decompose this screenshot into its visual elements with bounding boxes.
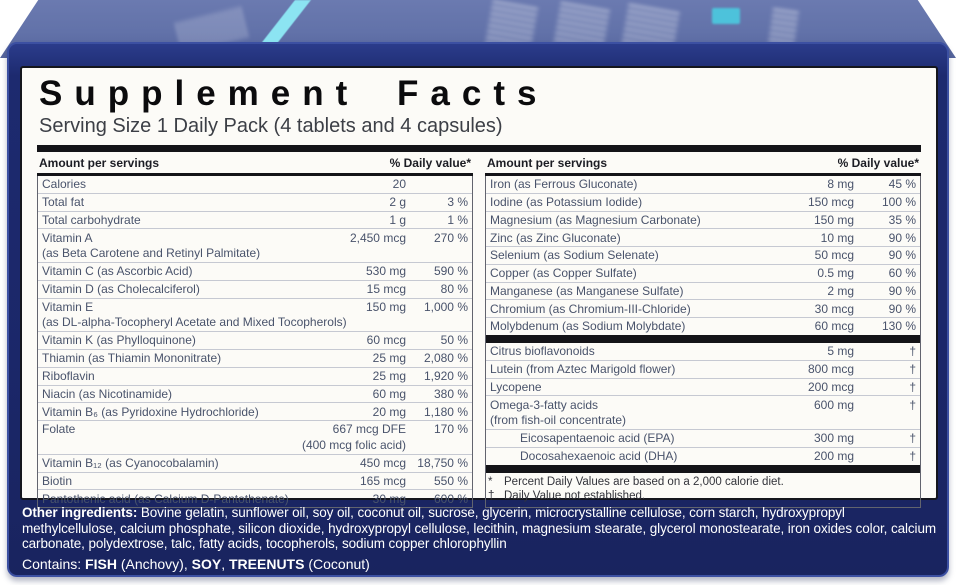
nutrient-amount: 8 mg <box>827 177 854 192</box>
nutrient-amount: 300 mg <box>813 431 854 446</box>
nutrient-name: Riboflavin <box>42 369 95 384</box>
nutrient-name: Total fat <box>42 194 85 209</box>
nutrient-line <box>38 455 472 472</box>
nutrient-row <box>486 211 920 229</box>
nutrient-daily-value: 60 % <box>888 266 916 281</box>
nutrient-line <box>486 430 920 447</box>
vitamin-rows <box>38 176 472 507</box>
nutrient-amount: 800 mcg <box>807 362 854 376</box>
column-header <box>37 152 473 176</box>
contains-text: Contains: <box>22 555 86 572</box>
nutrient-amount: 150 mg <box>365 299 406 314</box>
other-nutrient-rows <box>486 343 920 465</box>
other-ingredients-text <box>22 505 938 552</box>
nutrient-amount: 20 mg <box>372 404 406 419</box>
footnotes <box>486 473 920 507</box>
nutrient-row <box>486 193 920 211</box>
nutrient-row <box>38 262 472 280</box>
nutrient-table-right <box>485 176 921 508</box>
nutrient-amount: 150 mcg <box>807 194 854 209</box>
nutrient-daily-value: 18,750 % <box>417 456 468 471</box>
nutrient-name: Vitamin D (as Cholecalciferol) <box>42 282 200 296</box>
nutrient-subtext: (as Beta Carotene and Retinyl Palmitate) <box>42 246 261 261</box>
nutrient-daily-value: 2,080 % <box>423 351 468 366</box>
nutrient-daily-value: † <box>909 449 916 464</box>
nutrient-daily-value: † <box>909 362 916 376</box>
nutrient-daily-value: 90 % <box>888 283 916 298</box>
nutrient-row <box>486 395 920 429</box>
nutrient-row <box>486 246 920 264</box>
nutrient-line <box>38 263 472 280</box>
nutrient-name: Lutein (from Aztec Marigold flower) <box>490 362 676 376</box>
nutrient-name: Molybdenum (as Sodium Molybdate) <box>490 319 686 334</box>
nutrient-daily-value: 130 % <box>881 319 916 334</box>
nutrient-amount: 60 mg <box>372 386 406 401</box>
facts-columns <box>37 152 921 508</box>
nutrient-amount: 165 mcg <box>359 473 406 488</box>
nutrient-line <box>486 448 920 465</box>
nutrient-row <box>486 343 920 360</box>
nutrient-row <box>486 317 920 335</box>
nutrient-line <box>38 473 472 490</box>
nutrient-name: Manganese (as Manganese Sulfate) <box>490 283 684 298</box>
contains-text: , <box>221 555 229 572</box>
nutrient-name: Omega-3-fatty acids <box>490 397 599 412</box>
nutrient-name: Vitamin B₁₂ (as Cyanocobalamin) <box>42 456 219 471</box>
serving-size-line: Serving Size 1 Daily Pack (4 tablets and 4 capsules) <box>39 115 503 137</box>
nutrient-line <box>486 318 920 335</box>
nutrient-amount: 60 mcg <box>366 333 406 348</box>
nutrient-daily-value: 590 % <box>433 264 468 279</box>
nutrient-name: Magnesium (as Magnesium Carbonate) <box>490 212 701 227</box>
nutrient-amount: 30 mg <box>372 491 406 506</box>
nutrient-daily-value: 90 % <box>888 248 916 263</box>
nutrient-daily-value: † <box>909 379 916 394</box>
footnote-symbol: † <box>488 490 495 503</box>
nutrient-subtext: (400 mcg folic acid) <box>301 437 406 452</box>
nutrient-line <box>38 350 472 367</box>
nutrient-subtext: (as DL-alpha-Tocopheryl Acetate and Mixed Tocopherols) <box>42 315 347 330</box>
facts-column-left <box>37 152 473 508</box>
nutrient-table-left <box>37 176 473 508</box>
nutrient-amount: 1 g <box>389 212 406 227</box>
mineral-rows <box>486 176 920 335</box>
section-divider-bar <box>486 335 920 343</box>
other-ingredients-list: Bovine gelatin, sunflower oil, soy oil, coconut oil, sucrose, glycerin, microcrystalline cellulose, corn starch, hydroxypropyl methylcellulose, calcium phosphate, silicon dioxide, hydroxypropyl cellulose, lecithin, magnesium stearate, glycerol monostearate, iron oxides color, calcium carbonate, polydextrose, talc, fatty acids, tocopherols, sodium copper chlorophyllin <box>22 505 937 552</box>
nutrient-line <box>486 396 920 413</box>
nutrient-amount: 2 g <box>389 194 406 209</box>
nutrient-line <box>38 403 472 420</box>
nutrient-line <box>38 281 472 298</box>
nutrient-name: Eicosapentaenoic acid (EPA) <box>520 431 675 446</box>
footnote <box>488 475 916 490</box>
nutrient-daily-value: 1 % <box>447 212 468 227</box>
nutrient-row <box>486 228 920 246</box>
nutrient-daily-value: 380 % <box>433 386 468 401</box>
footnote-text: Percent Daily Values are based on a 2,000 calorie diet. <box>504 475 784 488</box>
nutrient-name: Iodine (as Potassium Iodide) <box>490 194 643 209</box>
column-header <box>485 152 921 176</box>
nutrient-amount: 2 mg <box>827 283 854 298</box>
nutrient-name: Lycopene <box>490 379 542 394</box>
nutrient-row <box>38 367 472 385</box>
amount-header: Amount per servings <box>39 156 160 170</box>
nutrient-line <box>38 299 472 316</box>
nutrient-daily-value: 270 % <box>433 230 468 245</box>
nutrient-line <box>486 212 920 229</box>
nutrient-name: Vitamin K (as Phylloquinone) <box>42 333 196 348</box>
nutrient-row <box>486 282 920 300</box>
ingredients-section <box>22 505 938 572</box>
nutrient-row <box>38 472 472 490</box>
allergen-name: FISH <box>85 555 117 572</box>
nutrient-amount: 30 mcg <box>814 301 854 316</box>
nutrient-amount: 25 mg <box>372 351 406 366</box>
nutrient-line <box>38 194 472 211</box>
nutrient-amount: 150 mg <box>813 212 854 227</box>
supplement-facts-panel <box>20 66 938 506</box>
nutrient-amount: 200 mcg <box>807 379 854 394</box>
other-ingredients-label: Other ingredients: <box>22 505 138 520</box>
nutrient-row <box>486 447 920 465</box>
nutrient-line <box>38 212 472 229</box>
nutrient-daily-value: 1,180 % <box>423 404 468 419</box>
nutrient-amount: 60 mcg <box>814 319 854 334</box>
nutrient-line <box>486 361 920 378</box>
nutrient-daily-value: 45 % <box>888 177 916 192</box>
nutrient-name: Folate <box>42 422 76 437</box>
nutrient-daily-value: 90 % <box>888 301 916 316</box>
allergen-name: SOY <box>191 555 222 572</box>
nutrient-amount: 667 mcg DFE <box>332 422 406 437</box>
nutrient-row <box>38 454 472 472</box>
nutrient-line <box>38 176 472 193</box>
nutrient-row <box>38 349 472 367</box>
facts-column-right <box>485 152 921 508</box>
nutrient-name: Copper (as Copper Sulfate) <box>490 266 637 281</box>
nutrient-amount: 15 mcg <box>366 282 406 296</box>
nutrient-row <box>38 280 472 298</box>
nutrient-line <box>486 265 920 282</box>
nutrient-daily-value: 50 % <box>440 333 468 348</box>
allergen-name: TREENUTS <box>229 555 305 572</box>
footnote <box>488 489 916 504</box>
brand-logo-blur <box>712 8 740 24</box>
nutrient-row <box>38 193 472 211</box>
nutrient-name: Vitamin A <box>42 230 93 245</box>
nutrient-name: Vitamin E <box>42 299 94 314</box>
nutrient-name: Citrus bioflavonoids <box>490 344 595 359</box>
nutrient-name: Total carbohydrate <box>42 212 141 227</box>
nutrient-daily-value: 600 % <box>433 491 468 506</box>
nutrient-daily-value: † <box>909 431 916 446</box>
nutrient-subtext: (from fish-oil concentrate) <box>490 413 627 428</box>
nutrient-daily-value: † <box>909 397 916 412</box>
nutrient-name: Thiamin (as Thiamin Mononitrate) <box>42 351 222 366</box>
nutrient-amount: 0.5 mg <box>817 266 854 281</box>
nutrient-name: Vitamin C (as Ascorbic Acid) <box>42 264 193 279</box>
nutrient-line <box>38 332 472 349</box>
nutrient-name: Docosahexaenoic acid (DHA) <box>520 449 678 464</box>
nutrient-daily-value: 1,920 % <box>423 369 468 384</box>
daily-value-header: % Daily value* <box>837 156 919 170</box>
nutrient-daily-value: † <box>909 344 916 359</box>
nutrient-row <box>38 211 472 229</box>
nutrient-row <box>486 176 920 193</box>
nutrient-line <box>486 283 920 300</box>
top-divider-bar <box>37 145 921 152</box>
nutrient-name: Iron (as Ferrous Gluconate) <box>490 177 638 192</box>
nutrient-name: Zinc (as Zinc Gluconate) <box>490 230 621 245</box>
nutrient-amount: 2,450 mcg <box>349 230 406 245</box>
nutrient-amount: 5 mg <box>827 344 854 359</box>
section-divider-bar <box>486 465 920 473</box>
nutrient-amount: 50 mcg <box>814 248 854 263</box>
allergen-contains-line <box>22 556 938 572</box>
nutrient-line <box>486 300 920 317</box>
nutrient-line <box>38 421 472 438</box>
nutrient-line <box>486 176 920 193</box>
nutrient-name: Biotin <box>42 473 73 488</box>
nutrient-daily-value: 80 % <box>440 282 468 296</box>
nutrient-line <box>486 343 920 360</box>
nutrient-row <box>38 331 472 349</box>
nutrient-row <box>486 299 920 317</box>
nutrient-amount: 530 mg <box>365 264 406 279</box>
nutrient-name: Pantothenic acid (as Calcium D-Pantothenate) <box>42 491 289 506</box>
nutrient-amount: 200 mg <box>813 449 854 464</box>
nutrient-row <box>38 402 472 420</box>
nutrient-daily-value: 170 % <box>433 422 468 437</box>
contains-text: (Coconut) <box>304 555 370 572</box>
nutrient-row <box>486 264 920 282</box>
nutrient-line <box>486 194 920 211</box>
nutrient-row <box>38 228 472 262</box>
nutrient-amount: 20 <box>392 177 406 192</box>
nutrient-name: Niacin (as Nicotinamide) <box>42 386 173 401</box>
nutrient-line <box>38 386 472 403</box>
nutrient-amount: 600 mg <box>813 397 854 412</box>
nutrient-name: Chromium (as Chromium-III-Chloride) <box>490 301 691 316</box>
nutrient-row <box>38 420 472 454</box>
nutrient-line <box>486 379 920 396</box>
nutrient-daily-value: 90 % <box>888 230 916 245</box>
nutrient-row <box>38 385 472 403</box>
nutrient-name: Selenium (as Sodium Selenate) <box>490 248 659 263</box>
footnote-text: Daily Value not established. <box>504 490 646 503</box>
nutrient-name: Calories <box>42 177 87 192</box>
nutrient-row <box>38 176 472 193</box>
nutrient-daily-value: 35 % <box>888 212 916 227</box>
panel-title: Supplement Facts <box>39 74 549 113</box>
nutrient-row <box>486 378 920 396</box>
nutrient-amount: 10 mg <box>820 230 854 245</box>
nutrient-daily-value: 3 % <box>447 194 468 209</box>
nutrient-row <box>38 298 472 332</box>
nutrient-line <box>486 229 920 246</box>
footnote-symbol: * <box>488 475 493 488</box>
nutrient-daily-value: 100 % <box>881 194 916 209</box>
nutrient-line <box>38 229 472 246</box>
nutrient-line <box>486 247 920 264</box>
contains-text: (Anchovy), <box>116 555 192 572</box>
nutrient-amount: 25 mg <box>372 369 406 384</box>
nutrient-daily-value: 550 % <box>433 473 468 488</box>
amount-header: Amount per servings <box>487 156 608 170</box>
nutrient-row <box>486 360 920 378</box>
nutrient-name: Vitamin B₆ (as Pyridoxine Hydrochloride) <box>42 404 259 419</box>
nutrient-row <box>486 429 920 447</box>
nutrient-daily-value: 1,000 % <box>423 299 468 314</box>
nutrient-amount: 450 mcg <box>359 456 406 471</box>
nutrient-line <box>38 368 472 385</box>
daily-value-header: % Daily value* <box>389 156 471 170</box>
